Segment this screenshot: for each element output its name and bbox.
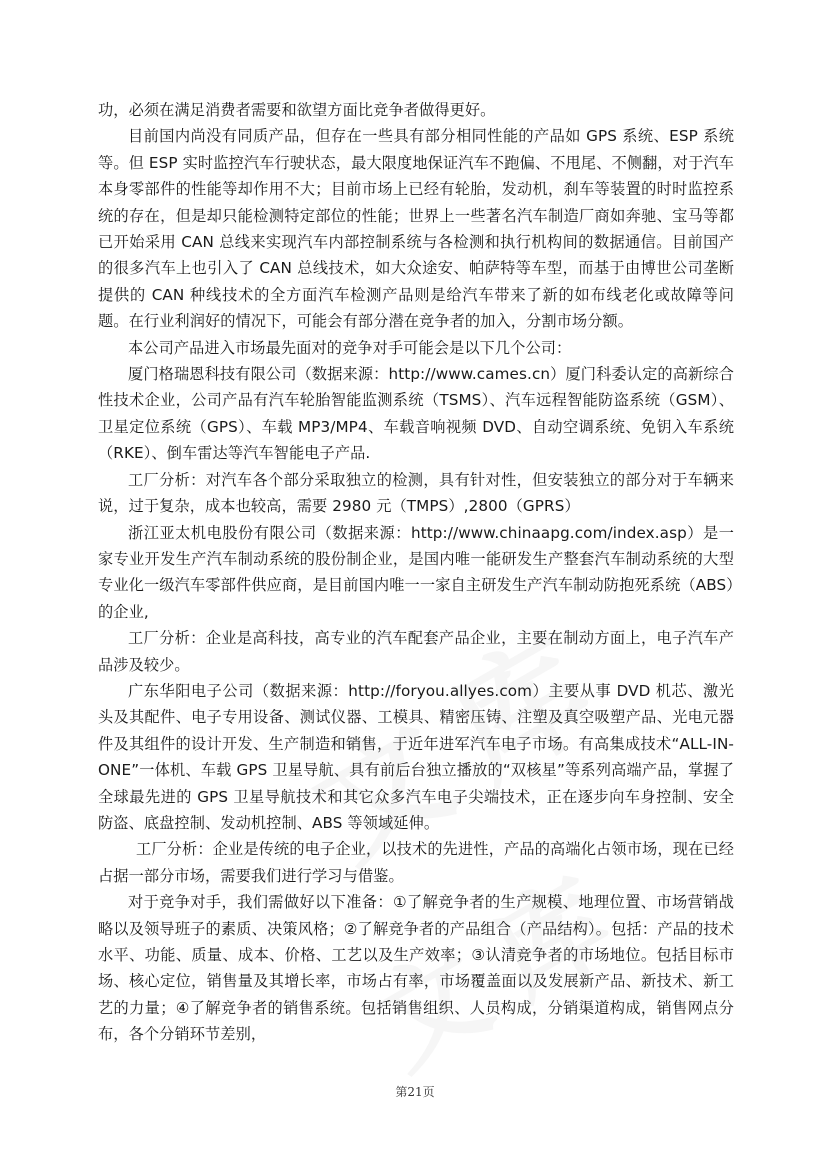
paragraph-market-overview: 目前国内尚没有同质产品，但存在一些具有部分相同性能的产品如 GPS 系统、ESP 系统等。但 ESP 实时监控汽车行驶状态，最大限度地保证汽车不跑偏、不甩尾、不侧翻，对于汽车本身零部件的性能等却作用不大；目前市场上已经有轮胎，发动机，刹车等装置的时时监控系统的存在，但是却只能检测特定部位的性能；世界上一些著名汽车制造厂商如奔驰、宝马等都已开始采用 CAN 总线来实现汽车内部控制系统与各检测和执行机构间的数据通信。目前国产的很多汽车上也引入了 CAN 总线技术，如大众途安、帕萨特等车型，而基于由博世公司垄断提供的 CAN 种线技术的全方面汽车检测产品则是给汽车带来了新的如布线老化或故障等问题。在行业利润好的情况下，可能会有部分潜在竞争者的加入，分割市场分额。 bbox=[98, 127, 734, 331]
document-body bbox=[98, 97, 734, 1048]
page-number: 第21页 bbox=[395, 1085, 435, 1099]
paragraph-competitor-zhejiang: 浙江亚太机电股份有限公司（数据来源：http://www.chinaapg.com/index.asp）是一家专业开发生产汽车制动系统的股份制企业，是国内唯一能研发生产整套汽车制动系统的大型专业化一级汽车零部件供应商，是目前国内唯一一家自主研发生产汽车制动防抱死系统（ABS）的企业, bbox=[98, 523, 734, 621]
paragraph-analysis-xiamen: 工厂分析：对汽车各个部分采取独立的检测，具有针对性，但安装独立的部分对于车辆来说，过于复杂，成本也较高，需要 2980 元（TMPS）,2800（GPRS） bbox=[98, 470, 734, 516]
paragraph-preparation: 对于竞争对手，我们需做好以下准备：①了解竞争者的生产规模、地理位置、市场营销战略以及领导班子的素质、决策风格；②了解竞争者的产品组合（产品结构）。包括：产品的技术水平、功能、质量、成本、价格、工艺以及生产效率；③认清竞争者的市场地位。包括目标市场、核心定位，销售量及其增长率，市场占有率，市场覆盖面以及发展新产品、新技术、新工艺的力量；④了解竞争者的销售系统。包括销售组织、人员构成，分销渠道构成，销售网点分布，各个分销环节差别， bbox=[98, 893, 734, 1044]
paragraph-analysis-guangdong: 工厂分析：企业是传统的电子企业，以技术的先进性，产品的高端化占领市场，现在已经占据一部分市场，需要我们进行学习与借鉴。 bbox=[98, 840, 734, 885]
paragraph-competitor-xiamen: 厦门格瑞恩科技有限公司（数据来源：http://www.cames.cn）厦门科委认定的高新综合性技术企业，公司产品有汽车轮胎智能监测系统（TSMS）、汽车远程智能防盗系统（GSM）、卫星定位系统（GPS）、车载 MP3/MP4、车载音响视频 DVD、自动空调系统、免钥入车系统（RKE）、倒车雷达等汽车智能电子产品. bbox=[98, 365, 734, 463]
paragraph-competitors-intro: 本公司产品进入市场最先面对的竞争对手可能会是以下几个公司： bbox=[128, 338, 572, 357]
paragraph-competitor-guangdong: 广东华阳电子公司（数据来源：http://foryou.allyes.com）主要从事 DVD 机芯、激光头及其配件、电子专用设备、测试仪器、工模具、精密压铸、注塑及真空吸塑产品、光电元器件及其组件的设计开发、生产制造和销售，于近年进军汽车电子市场。有高集成技术“ALL-IN-ONE”一体机、车载 GPS 卫星导航、具有前后台独立播放的“双核星”等系列高端产品，掌握了全球最先进的 GPS 卫星导航技术和其它众多汽车电子尖端技术，正在逐步向车身控制、安全防盗、底盘控制、发动机控制、ABS 等领域延伸。 bbox=[98, 681, 734, 832]
paragraph-analysis-zhejiang: 工厂分析：企业是高科技，高专业的汽车配套产品企业，主要在制动方面上，电子汽车产品涉及较少。 bbox=[98, 629, 734, 674]
paragraph-continuation: 功，必须在满足消费者需要和欲望方面比竞争者做得更好。 bbox=[98, 101, 496, 119]
